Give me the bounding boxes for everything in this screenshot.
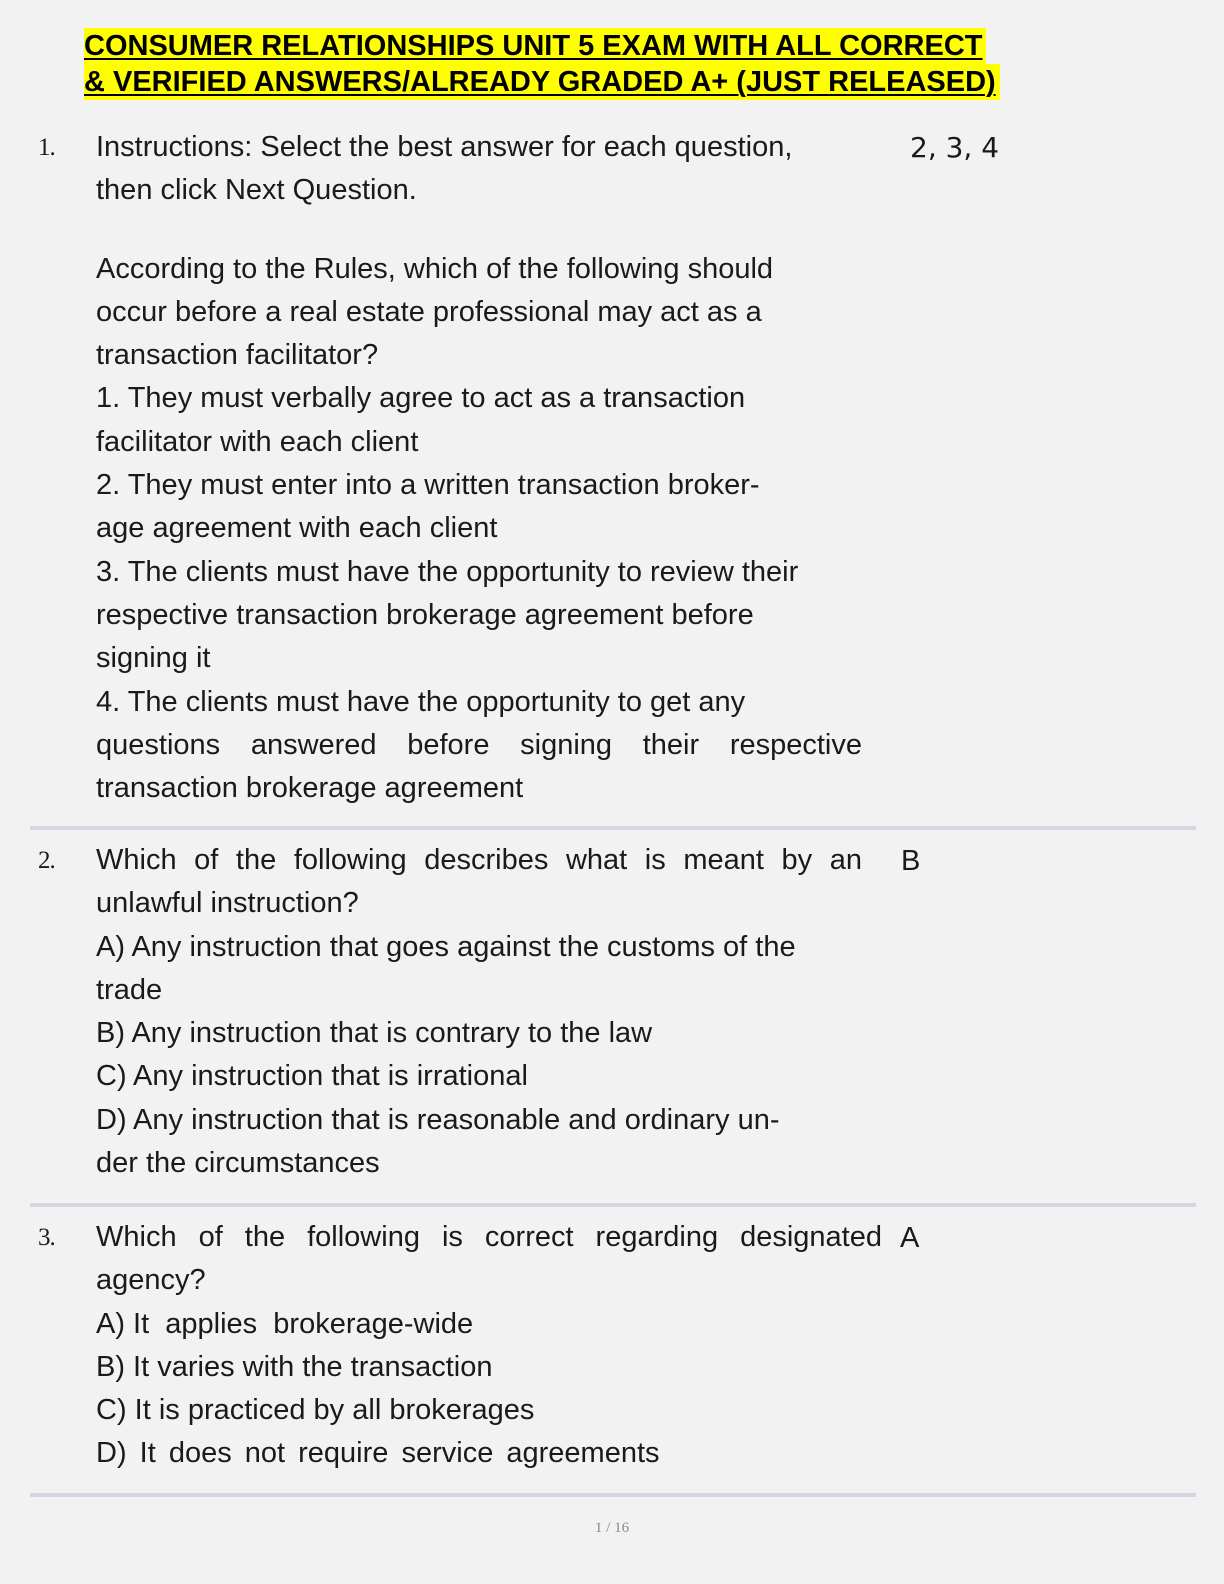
option-line: facilitator with each client [96,425,419,458]
instructions-line: Instructions: Select the best answer for each question, [96,131,793,163]
title-line-1: CONSUMER RELATIONSHIPS UNIT 5 EXAM WITH ALL CORRECT [84,28,986,64]
question-number: 2. [38,847,55,874]
stem-line: Which of the following is correct regarding designated [96,1221,882,1253]
stem-line: occur before a real estate professional may act as a [96,295,762,328]
divider [30,826,1196,830]
divider [30,1493,1196,1497]
option-line: trade [96,973,163,1006]
stem-line: Which of the following describes what is meant by an [96,844,862,876]
option-line: transaction brokerage agreement [96,772,524,805]
question-number: 3. [38,1224,55,1251]
question-text [96,839,896,1185]
question-text [96,1216,896,1476]
answer-label: A [900,1222,920,1254]
option-line: B) It varies with the transaction [96,1350,493,1383]
stem-line: unlawful instruction? [96,887,359,920]
option-line: 4. The clients must have the opportunity to get any [96,685,746,718]
option-line: C) Any instruction that is irrational [96,1060,528,1093]
option-line: A) It applies brokerage-wide [96,1307,474,1340]
option-line: 3. The clients must have the opportunity to review their [96,555,799,588]
stem-line: According to the Rules, which of the following should [96,252,774,285]
question-text [96,126,896,810]
title-line-2: & VERIFIED ANSWERS/ALREADY GRADED A+ (JUST RELEASED) [84,64,1000,100]
option-line: 1. They must verbally agree to act as a transaction [96,382,746,415]
option-line: D) It does not require service agreements [96,1437,660,1470]
option-line: age agreement with each client [96,512,498,545]
answer-label: B [901,845,921,877]
option-line: B) Any instruction that is contrary to the law [96,1017,653,1050]
answer-label: 2, 3, 4 [910,131,1000,164]
option-line: 2. They must enter into a written transaction broker- [96,469,760,502]
option-line: C) It is practiced by all brokerages [96,1394,535,1427]
question-number: 1. [38,134,55,161]
option-line: A) Any instruction that goes against the customs of the [96,930,796,963]
stem-line: agency? [96,1264,206,1297]
option-line: signing it [96,642,211,675]
option-line: D) Any instruction that is reasonable and ordinary un- [96,1103,780,1136]
option-line: respective transaction brokerage agreement before [96,598,754,631]
document-title [84,28,1144,100]
stem-line: transaction facilitator? [96,339,379,372]
divider [30,1203,1196,1207]
option-line: questions answered before signing their respective [96,728,862,761]
instructions-line: then click Next Question. [96,174,417,207]
option-line: der the circumstances [96,1147,380,1180]
page-number: 1 / 16 [594,1520,630,1536]
